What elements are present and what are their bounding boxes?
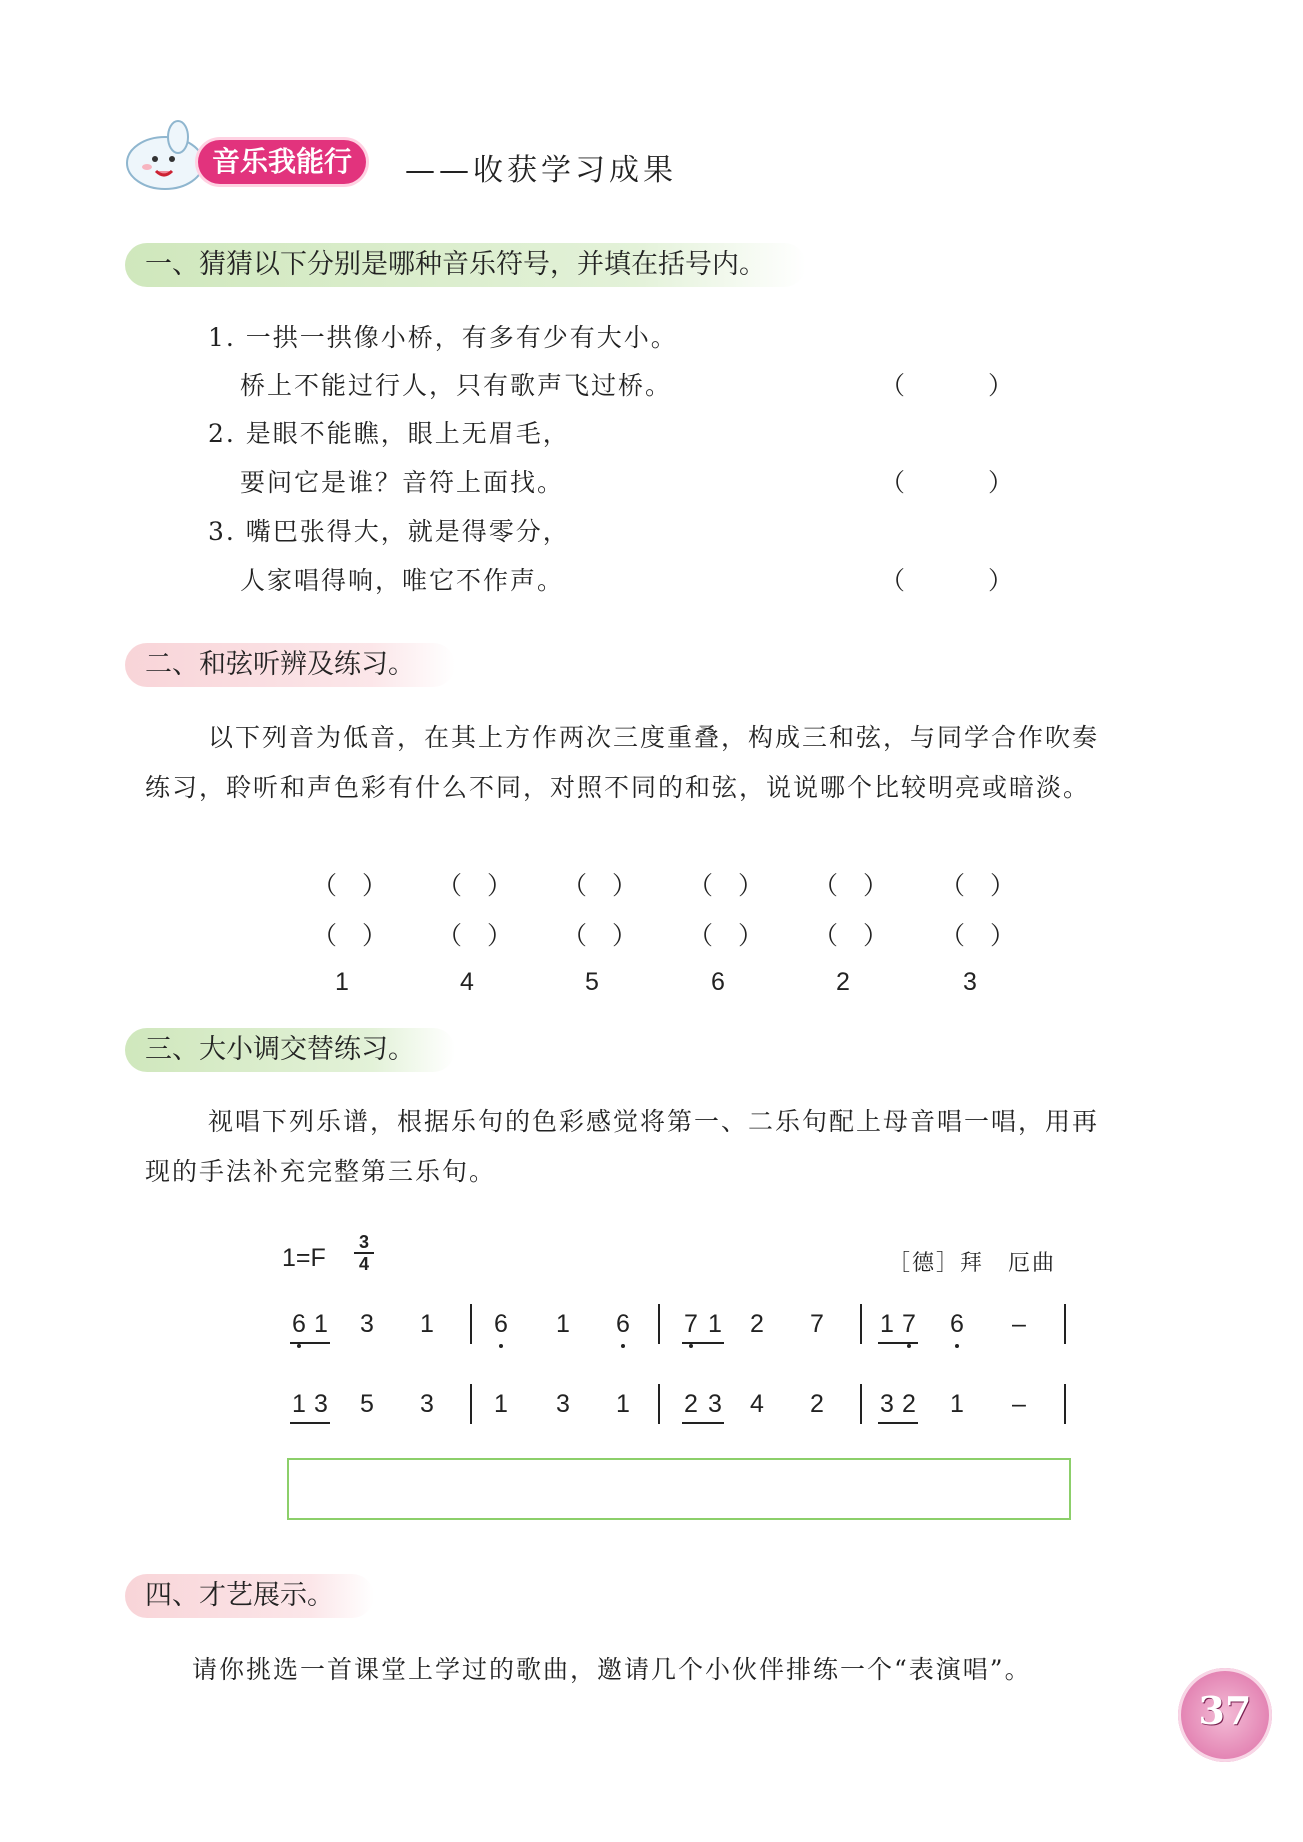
eighth-note-beam (682, 1342, 724, 1344)
section2-para-line2: 练习，聆听和声色彩有什么不同，对照不同的和弦，说说哪个比较明亮或暗淡。 (145, 773, 1091, 802)
riddle2-answer-blank[interactable]: （ ） (880, 468, 1016, 497)
riddle3-answer-blank[interactable]: （ ） (880, 566, 1016, 595)
mascot-cloud-icon (120, 115, 210, 195)
bass-note: 6 (711, 968, 725, 996)
score-note: – (1012, 1310, 1026, 1338)
score-note: 3 (556, 1390, 570, 1418)
score-note: 3 (708, 1390, 722, 1418)
score-note: 6 (288, 1310, 310, 1339)
chord-blank[interactable]: （ ） (813, 921, 889, 950)
chord-blank[interactable]: （ ） (312, 921, 388, 950)
page-number-badge (1178, 1668, 1272, 1762)
key-signature: 1=F (282, 1244, 326, 1272)
bar-line (658, 1384, 660, 1424)
score-note: 2 (750, 1310, 764, 1338)
bar-line (658, 1304, 660, 1344)
score-note: 1 (616, 1390, 630, 1418)
riddle3-line2: 人家唱得响，唯它不作声。 (240, 566, 565, 595)
score-note: 7 (898, 1310, 920, 1339)
composer-credit: ［德］拜 厄曲 (888, 1251, 1057, 1276)
bass-note: 4 (460, 968, 474, 996)
riddle2-line1: 2. 是眼不能瞧，眼上无眉毛， (208, 419, 570, 448)
header-subtitle: ——收获学习成果 (405, 153, 677, 188)
bar-line (1064, 1304, 1066, 1344)
riddle1-line2: 桥上不能过行人，只有歌声飞过桥。 (240, 371, 673, 400)
score-note: 4 (750, 1390, 764, 1418)
eighth-note-beam (682, 1422, 724, 1424)
time-top: 3 (358, 1232, 369, 1252)
time-signature (354, 1232, 374, 1274)
chord-blank[interactable]: （ ） (688, 921, 764, 950)
score-note: 6 (946, 1310, 968, 1339)
score-note: 3 (360, 1310, 374, 1338)
section3-title: 三、大小调交替练习。 (125, 1028, 455, 1072)
chord-blank[interactable]: （ ） (562, 921, 638, 950)
section1-title: 一、猜猜以下分别是哪种音乐符号，并填在括号内。 (125, 243, 806, 287)
eighth-note-beam (290, 1342, 330, 1344)
bar-line (470, 1384, 472, 1424)
score-note: 3 (314, 1390, 328, 1418)
section4-para: 请你挑选一首课堂上学过的歌曲，邀请几个小伙伴排练一个“表演唱”。 (192, 1655, 1032, 1684)
chord-blank[interactable]: （ ） (813, 871, 889, 900)
score-note: 2 (810, 1390, 824, 1418)
time-bottom: 4 (358, 1254, 369, 1274)
bar-line (470, 1304, 472, 1344)
page-number: 37 (1198, 1688, 1252, 1733)
bass-note: 2 (836, 968, 850, 996)
score-note: 7 (680, 1310, 702, 1339)
score-note: 2 (684, 1390, 698, 1418)
logo-badge (198, 140, 366, 184)
bar-line (860, 1384, 862, 1424)
bass-note: 3 (963, 968, 977, 996)
score-note: 1 (950, 1390, 964, 1418)
score-note: 1 (314, 1310, 328, 1338)
logo-text: 音乐我能行 (212, 145, 353, 178)
section3-para-line2: 现的手法补充完整第三乐句。 (145, 1157, 497, 1186)
riddle1-answer-blank[interactable]: （ ） (880, 371, 1016, 400)
score-note: 1 (556, 1310, 570, 1338)
chord-blank[interactable]: （ ） (688, 871, 764, 900)
chord-blank[interactable]: （ ） (940, 921, 1016, 950)
score-note: 1 (708, 1310, 722, 1338)
riddle3-line1: 3. 嘴巴张得大，就是得零分， (208, 517, 570, 546)
bass-note: 5 (585, 968, 599, 996)
bar-line (860, 1304, 862, 1344)
chord-blank[interactable]: （ ） (312, 871, 388, 900)
riddle1-line1: 1. 一拱一拱像小桥，有多有少有大小。 (208, 323, 678, 352)
chord-blank[interactable]: （ ） (437, 921, 513, 950)
chord-blank[interactable]: （ ） (940, 871, 1016, 900)
score-note: 1 (880, 1310, 894, 1338)
section4-title: 四、才艺展示。 (125, 1574, 374, 1618)
bass-note: 1 (335, 968, 349, 996)
eighth-note-beam (878, 1342, 918, 1344)
section3-para-line1: 视唱下列乐谱，根据乐句的色彩感觉将第一、二乐句配上母音唱一唱，用再 (208, 1107, 1100, 1136)
score-note: – (1012, 1390, 1026, 1418)
section2-title: 二、和弦听辨及练习。 (125, 643, 455, 687)
third-phrase-answer-box[interactable] (287, 1458, 1071, 1520)
score-note: 6 (490, 1310, 512, 1339)
score-note: 1 (292, 1390, 306, 1418)
score-note: 3 (420, 1390, 434, 1418)
score-note: 5 (360, 1390, 374, 1418)
section2-para-line1: 以下列音为低音，在其上方作两次三度重叠，构成三和弦，与同学合作吹奏 (208, 723, 1100, 752)
score-note: 1 (420, 1310, 434, 1338)
score-note: 7 (810, 1310, 824, 1338)
bar-line (1064, 1384, 1066, 1424)
riddle2-line2: 要问它是谁？音符上面找。 (240, 468, 565, 497)
chord-blank[interactable]: （ ） (562, 871, 638, 900)
eighth-note-beam (878, 1422, 918, 1424)
score-note: 1 (494, 1390, 508, 1418)
score-note: 6 (612, 1310, 634, 1339)
eighth-note-beam (290, 1422, 330, 1424)
score-note: 2 (902, 1390, 916, 1418)
chord-blank[interactable]: （ ） (437, 871, 513, 900)
score-note: 3 (880, 1390, 894, 1418)
